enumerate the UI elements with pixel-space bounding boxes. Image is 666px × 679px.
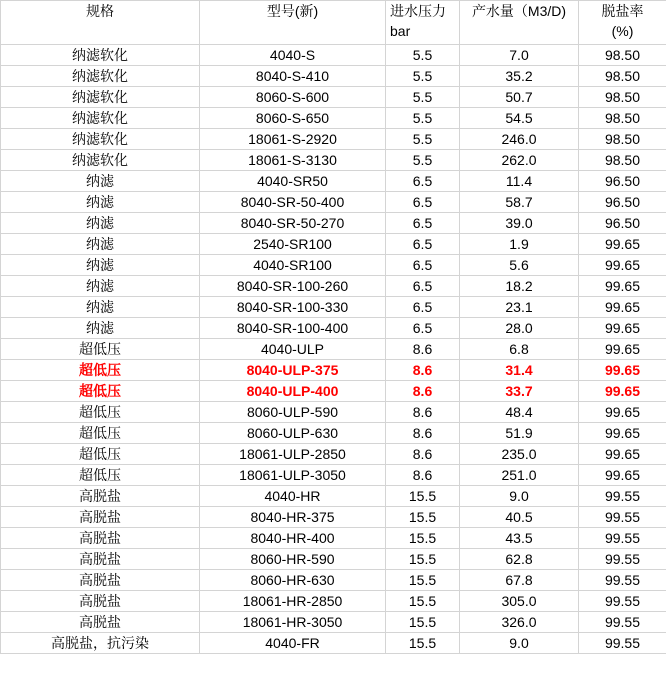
cell-pressure: 15.5 — [386, 528, 460, 549]
cell-spec: 纳滤 — [1, 234, 200, 255]
header-rejection-unit: (%) — [611, 23, 634, 39]
cell-flow: 33.7 — [460, 381, 579, 402]
cell-pressure: 8.6 — [386, 381, 460, 402]
table-row — [1, 549, 666, 570]
cell-model: 4040-SR100 — [200, 255, 386, 276]
cell-spec: 纳滤 — [1, 255, 200, 276]
table-row — [1, 633, 666, 654]
table-row — [1, 234, 666, 255]
cell-model: 2540-SR100 — [200, 234, 386, 255]
cell-pressure: 5.5 — [386, 66, 460, 87]
cell-pressure: 8.6 — [386, 465, 460, 486]
cell-pressure: 15.5 — [386, 591, 460, 612]
table-row — [1, 591, 666, 612]
cell-rejection: 96.50 — [579, 171, 666, 192]
table-row — [1, 612, 666, 633]
cell-model: 18061-ULP-3050 — [200, 465, 386, 486]
cell-pressure: 6.5 — [386, 318, 460, 339]
cell-flow: 6.8 — [460, 339, 579, 360]
cell-rejection: 98.50 — [579, 129, 666, 150]
cell-rejection: 99.65 — [579, 255, 666, 276]
cell-flow: 39.0 — [460, 213, 579, 234]
cell-flow: 23.1 — [460, 297, 579, 318]
cell-model: 8060-HR-590 — [200, 549, 386, 570]
table-row — [1, 171, 666, 192]
cell-flow: 251.0 — [460, 465, 579, 486]
cell-model: 8040-SR-100-260 — [200, 276, 386, 297]
cell-rejection: 99.65 — [579, 423, 666, 444]
table-row — [1, 360, 666, 381]
cell-spec: 超低压 — [1, 381, 200, 402]
cell-flow: 11.4 — [460, 171, 579, 192]
cell-model: 4040-FR — [200, 633, 386, 654]
cell-spec: 超低压 — [1, 360, 200, 381]
cell-pressure: 8.6 — [386, 339, 460, 360]
cell-rejection: 99.65 — [579, 381, 666, 402]
table-row — [1, 486, 666, 507]
cell-flow: 58.7 — [460, 192, 579, 213]
cell-model: 8040-ULP-375 — [200, 360, 386, 381]
cell-pressure: 8.6 — [386, 402, 460, 423]
header-model: 型号(新) — [200, 1, 386, 45]
cell-flow: 31.4 — [460, 360, 579, 381]
cell-rejection: 99.55 — [579, 549, 666, 570]
cell-flow: 235.0 — [460, 444, 579, 465]
cell-pressure: 15.5 — [386, 507, 460, 528]
cell-rejection: 96.50 — [579, 192, 666, 213]
cell-spec: 高脱盐，抗污染 — [1, 633, 200, 654]
cell-spec: 纳滤软化 — [1, 129, 200, 150]
table-row — [1, 192, 666, 213]
cell-model: 8040-SR-100-400 — [200, 318, 386, 339]
cell-spec: 纳滤软化 — [1, 45, 200, 66]
table-row — [1, 255, 666, 276]
cell-spec: 纳滤 — [1, 297, 200, 318]
cell-spec: 超低压 — [1, 402, 200, 423]
cell-model: 8040-S-410 — [200, 66, 386, 87]
table-row — [1, 45, 666, 66]
header-spec: 规格 — [1, 1, 200, 45]
cell-pressure: 6.5 — [386, 255, 460, 276]
cell-flow: 51.9 — [460, 423, 579, 444]
cell-rejection: 99.65 — [579, 339, 666, 360]
table-row — [1, 402, 666, 423]
cell-pressure: 8.6 — [386, 444, 460, 465]
cell-spec: 纳滤软化 — [1, 66, 200, 87]
table-row — [1, 297, 666, 318]
table-row — [1, 150, 666, 171]
cell-spec: 纳滤软化 — [1, 87, 200, 108]
cell-model: 8040-SR-50-270 — [200, 213, 386, 234]
cell-rejection: 99.65 — [579, 360, 666, 381]
cell-model: 4040-SR50 — [200, 171, 386, 192]
cell-spec: 超低压 — [1, 465, 200, 486]
cell-rejection: 99.65 — [579, 444, 666, 465]
cell-flow: 48.4 — [460, 402, 579, 423]
cell-spec: 纳滤 — [1, 276, 200, 297]
cell-spec: 高脱盐 — [1, 570, 200, 591]
table-row — [1, 465, 666, 486]
table-row — [1, 276, 666, 297]
cell-model: 8060-ULP-630 — [200, 423, 386, 444]
cell-pressure: 8.6 — [386, 360, 460, 381]
cell-rejection: 99.65 — [579, 402, 666, 423]
table-header-row — [1, 1, 666, 45]
cell-rejection: 99.55 — [579, 507, 666, 528]
cell-pressure: 15.5 — [386, 486, 460, 507]
cell-flow: 305.0 — [460, 591, 579, 612]
cell-model: 8060-ULP-590 — [200, 402, 386, 423]
cell-flow: 246.0 — [460, 129, 579, 150]
cell-spec: 纳滤 — [1, 318, 200, 339]
table-row — [1, 108, 666, 129]
cell-rejection: 98.50 — [579, 150, 666, 171]
cell-model: 8060-S-650 — [200, 108, 386, 129]
cell-pressure: 6.5 — [386, 297, 460, 318]
cell-pressure: 6.5 — [386, 192, 460, 213]
cell-spec: 纳滤软化 — [1, 108, 200, 129]
cell-spec: 纳滤 — [1, 213, 200, 234]
cell-rejection: 99.55 — [579, 612, 666, 633]
cell-flow: 9.0 — [460, 486, 579, 507]
cell-model: 8040-ULP-400 — [200, 381, 386, 402]
cell-spec: 高脱盐 — [1, 528, 200, 549]
cell-flow: 50.7 — [460, 87, 579, 108]
cell-pressure: 15.5 — [386, 549, 460, 570]
cell-flow: 262.0 — [460, 150, 579, 171]
cell-rejection: 99.65 — [579, 234, 666, 255]
cell-spec: 超低压 — [1, 423, 200, 444]
cell-model: 4040-HR — [200, 486, 386, 507]
cell-spec: 高脱盐 — [1, 591, 200, 612]
cell-flow: 40.5 — [460, 507, 579, 528]
cell-pressure: 15.5 — [386, 612, 460, 633]
cell-flow: 1.9 — [460, 234, 579, 255]
cell-model: 8040-HR-400 — [200, 528, 386, 549]
cell-rejection: 98.50 — [579, 45, 666, 66]
table-row — [1, 339, 666, 360]
cell-flow: 7.0 — [460, 45, 579, 66]
cell-rejection: 99.65 — [579, 276, 666, 297]
cell-flow: 43.5 — [460, 528, 579, 549]
cell-model: 8040-SR-100-330 — [200, 297, 386, 318]
cell-pressure: 5.5 — [386, 45, 460, 66]
cell-pressure: 6.5 — [386, 276, 460, 297]
cell-flow: 62.8 — [460, 549, 579, 570]
cell-rejection: 99.65 — [579, 465, 666, 486]
cell-flow: 28.0 — [460, 318, 579, 339]
cell-pressure: 5.5 — [386, 87, 460, 108]
cell-rejection: 99.55 — [579, 570, 666, 591]
cell-model: 8040-HR-375 — [200, 507, 386, 528]
cell-spec: 高脱盐 — [1, 612, 200, 633]
cell-flow: 326.0 — [460, 612, 579, 633]
cell-rejection: 98.50 — [579, 108, 666, 129]
cell-pressure: 6.5 — [386, 213, 460, 234]
cell-spec: 超低压 — [1, 339, 200, 360]
cell-rejection: 98.50 — [579, 87, 666, 108]
cell-spec: 超低压 — [1, 444, 200, 465]
header-pressure-title: 进水压力 — [390, 3, 446, 19]
cell-pressure: 8.6 — [386, 423, 460, 444]
cell-flow: 67.8 — [460, 570, 579, 591]
table-row — [1, 381, 666, 402]
cell-pressure: 5.5 — [386, 129, 460, 150]
table-body — [1, 45, 666, 654]
cell-rejection: 96.50 — [579, 213, 666, 234]
cell-model: 18061-S-3130 — [200, 150, 386, 171]
header-rejection-title: 脱盐率 — [601, 3, 644, 19]
table-row — [1, 444, 666, 465]
header-pressure — [386, 1, 460, 45]
cell-model: 4040-ULP — [200, 339, 386, 360]
table-row — [1, 570, 666, 591]
cell-pressure: 6.5 — [386, 234, 460, 255]
table-row — [1, 129, 666, 150]
cell-model: 8060-HR-630 — [200, 570, 386, 591]
header-pressure-unit: bar — [390, 23, 411, 39]
cell-flow: 54.5 — [460, 108, 579, 129]
cell-model: 18061-ULP-2850 — [200, 444, 386, 465]
cell-spec: 高脱盐 — [1, 486, 200, 507]
table-row — [1, 423, 666, 444]
cell-model: 4040-S — [200, 45, 386, 66]
cell-spec: 纳滤 — [1, 171, 200, 192]
cell-pressure: 5.5 — [386, 108, 460, 129]
header-rejection — [579, 1, 666, 45]
cell-spec: 高脱盐 — [1, 549, 200, 570]
table-row — [1, 66, 666, 87]
header-flow: 产水量（M3/D) — [460, 1, 579, 45]
cell-model: 18061-HR-3050 — [200, 612, 386, 633]
cell-pressure: 15.5 — [386, 633, 460, 654]
cell-model: 8040-SR-50-400 — [200, 192, 386, 213]
table-row — [1, 213, 666, 234]
cell-flow: 35.2 — [460, 66, 579, 87]
cell-model: 18061-S-2920 — [200, 129, 386, 150]
cell-rejection: 99.55 — [579, 633, 666, 654]
cell-rejection: 99.55 — [579, 528, 666, 549]
cell-spec: 高脱盐 — [1, 507, 200, 528]
cell-rejection: 99.65 — [579, 318, 666, 339]
cell-pressure: 15.5 — [386, 570, 460, 591]
cell-model: 8060-S-600 — [200, 87, 386, 108]
table-row — [1, 87, 666, 108]
table-row — [1, 318, 666, 339]
cell-spec: 纳滤软化 — [1, 150, 200, 171]
cell-pressure: 6.5 — [386, 171, 460, 192]
cell-flow: 18.2 — [460, 276, 579, 297]
cell-rejection: 98.50 — [579, 66, 666, 87]
cell-rejection: 99.65 — [579, 297, 666, 318]
cell-pressure: 5.5 — [386, 150, 460, 171]
cell-model: 18061-HR-2850 — [200, 591, 386, 612]
cell-spec: 纳滤 — [1, 192, 200, 213]
table-row — [1, 507, 666, 528]
cell-rejection: 99.55 — [579, 591, 666, 612]
cell-flow: 5.6 — [460, 255, 579, 276]
cell-flow: 9.0 — [460, 633, 579, 654]
cell-rejection: 99.55 — [579, 486, 666, 507]
table-row — [1, 528, 666, 549]
